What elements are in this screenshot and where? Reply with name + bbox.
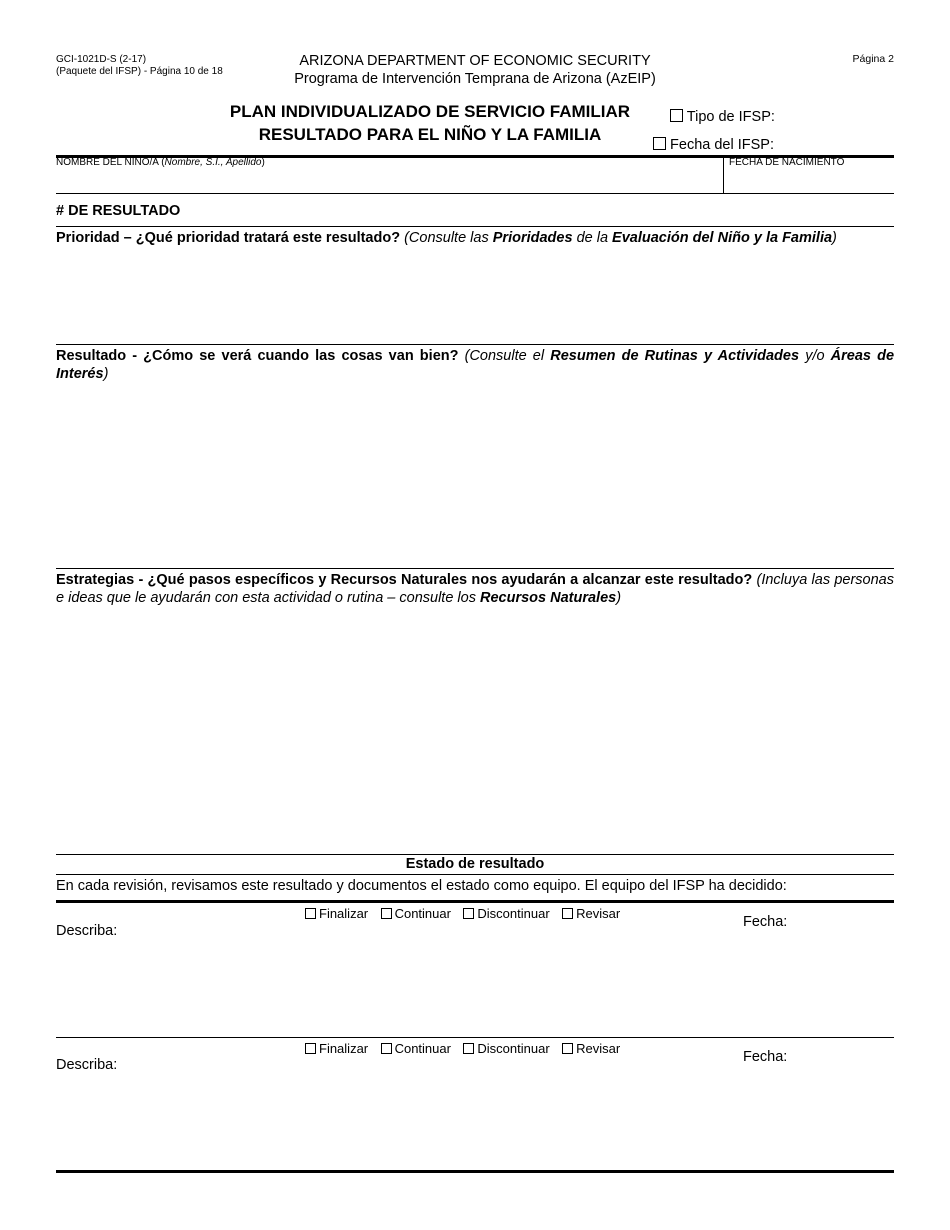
dob-label: FECHA DE NACIMIENTO <box>729 157 845 168</box>
packet-page: (Paquete del IFSP) - Página 10 de 18 <box>56 66 223 77</box>
ifsp-date-checkbox[interactable] <box>653 137 666 150</box>
continue-checkbox[interactable] <box>381 1043 392 1054</box>
page-bottom-rule <box>56 1170 894 1173</box>
ifsp-date-label: Fecha del IFSP: <box>670 137 774 153</box>
option-revise[interactable]: Revisar <box>562 1041 620 1056</box>
option-discontinue[interactable]: Discontinuar <box>463 1041 549 1056</box>
status-title: Estado de resultado <box>405 856 545 872</box>
discontinue-checkbox[interactable] <box>463 1043 474 1054</box>
outcome-number-rule <box>56 226 894 227</box>
revise-checkbox[interactable] <box>562 1043 573 1054</box>
form-code: GCI-1021D-S (2-17) <box>56 54 147 65</box>
status-intro: En cada revisión, revisamos este resultado y documentos el estado como equipo. El equipo del IFSP ha decidido: <box>56 878 787 894</box>
review-rule-1 <box>56 1037 894 1038</box>
dob-input[interactable] <box>729 170 889 192</box>
status-intro-rule <box>56 900 894 903</box>
revise-checkbox[interactable] <box>562 908 573 919</box>
page-number: Página 2 <box>852 53 894 65</box>
status-top-rule <box>56 854 894 855</box>
finalize-checkbox[interactable] <box>305 908 316 919</box>
review-options-1 <box>305 905 628 923</box>
review-describe-label-2: Describa: <box>56 1057 118 1073</box>
ifsp-date-field <box>653 137 774 153</box>
review-describe-input-1[interactable] <box>140 922 730 1030</box>
outcome-heading: Resultado - ¿Cómo se verá cuando las cosas van bien? (Consulte el Resumen de Rutinas y Actividades y/o Áreas de Interés) <box>56 348 895 382</box>
option-finalize[interactable]: Finalizar <box>305 906 368 921</box>
ifsp-type-checkbox[interactable] <box>670 109 683 122</box>
option-revise[interactable]: Revisar <box>562 906 620 921</box>
form-title-line2: RESULTADO PARA EL NIÑO Y LA FAMILIA <box>258 125 602 144</box>
child-info-rule <box>56 193 894 194</box>
ifsp-type-field <box>670 109 775 125</box>
priority-input[interactable] <box>56 250 894 340</box>
option-continue[interactable]: Continuar <box>381 906 451 921</box>
form-title-line1: PLAN INDIVIDUALIZADO DE SERVICIO FAMILIAR <box>229 102 631 121</box>
child-name-label: NOMBRE DEL NIÑO/A (Nombre, S.I., Apellido) <box>56 157 265 168</box>
review-describe-input-2[interactable] <box>140 1057 730 1162</box>
outcome-input[interactable] <box>56 388 894 564</box>
discontinue-checkbox[interactable] <box>463 908 474 919</box>
option-finalize[interactable]: Finalizar <box>305 1041 368 1056</box>
outcome-rule <box>56 568 894 569</box>
agency-name: ARIZONA DEPARTMENT OF ECONOMIC SECURITY <box>299 53 651 69</box>
priority-rule <box>56 344 894 345</box>
program-name: Programa de Intervención Temprana de Arizona (AzEIP) <box>294 71 656 87</box>
continue-checkbox[interactable] <box>381 908 392 919</box>
strategies-input[interactable] <box>56 612 894 848</box>
option-discontinue[interactable]: Discontinuar <box>463 906 549 921</box>
status-title-rule <box>56 874 894 875</box>
finalize-checkbox[interactable] <box>305 1043 316 1054</box>
review-date-label-1: Fecha: <box>743 914 788 930</box>
ifsp-type-label: Tipo de IFSP: <box>686 109 775 125</box>
strategies-heading: Estrategias - ¿Qué pasos específicos y Recursos Naturales nos ayudarán a alcanzar este resultado? (Incluya las personas e ideas que le ayudarán con esta actividad o rutina – consulte los Recursos Naturales) <box>56 572 894 606</box>
review-describe-label-1: Describa: <box>56 923 118 939</box>
dob-divider <box>723 157 724 193</box>
review-date-label-2: Fecha: <box>743 1049 788 1065</box>
option-continue[interactable]: Continuar <box>381 1041 451 1056</box>
child-name-input[interactable] <box>56 170 716 192</box>
priority-heading: Prioridad – ¿Qué prioridad tratará este resultado? (Consulte las Prioridades de la Evaluación del Niño y la Familia) <box>56 230 837 246</box>
review-options-2 <box>305 1040 628 1058</box>
outcome-number-label: # DE RESULTADO <box>56 203 181 219</box>
